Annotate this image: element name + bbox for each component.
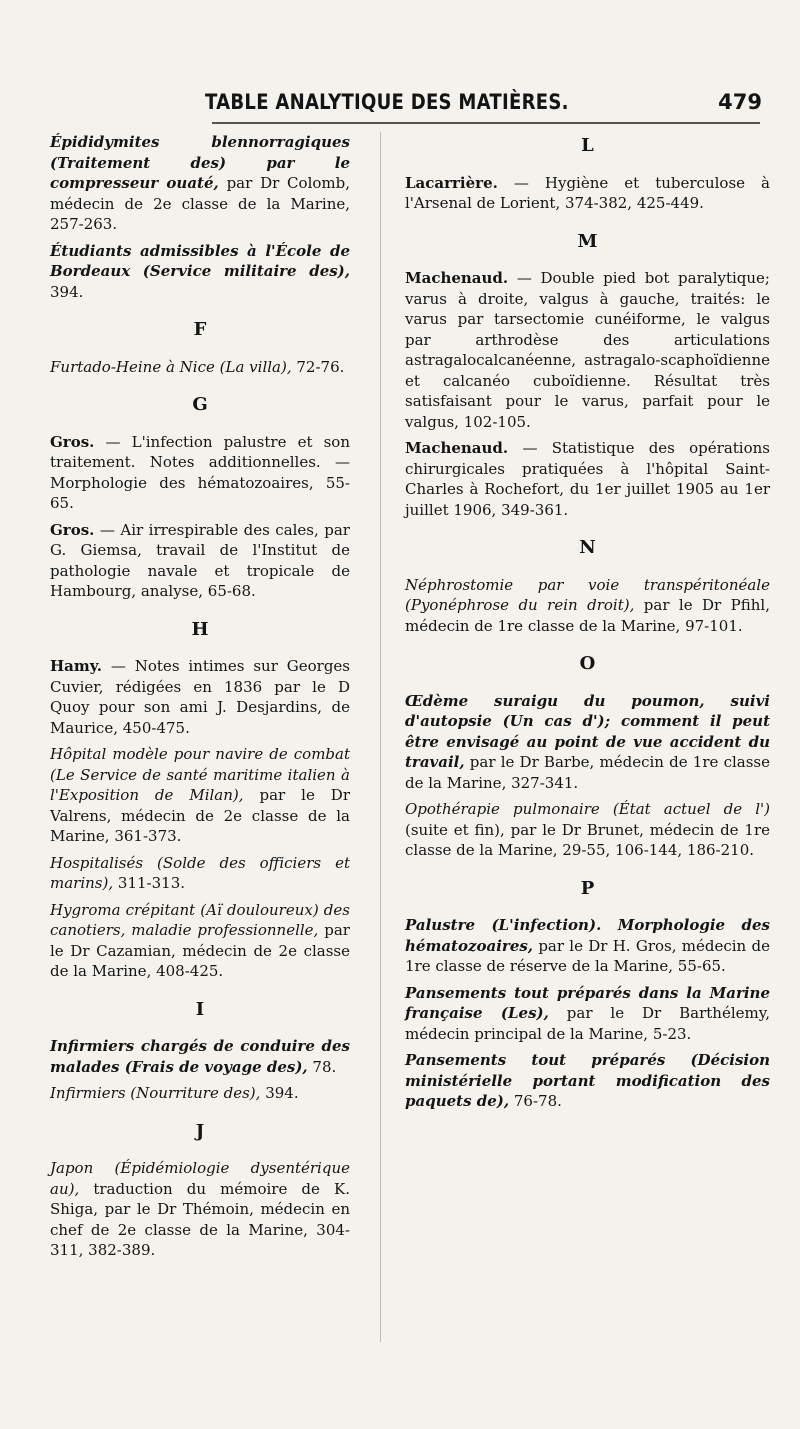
- entry-heading: Hygroma crépitant (Aï douloureux) des canotiers, maladie professionnelle,: [50, 900, 350, 939]
- entry-text: — Hygiène et tuberculose à l'Arsenal de Lorient, 374-382, 425-449.: [405, 173, 770, 212]
- entry-text: — Double pied bot paralytique; varus à droite, valgus à gauche, traités: le varus par tarsectomie cunéiforme, le valgus par arthrodèse des articulations astragalocalcanéenne, astragalo-scaphoïdienne et calcanéo cuboïdienne. Résultat très satisfaisant pour le varus, parfait pour le valgus, 102-105.: [405, 269, 770, 431]
- entry-text: par le Dr Cazamian, médecin de 2e classe de la Marine, 408-425.: [50, 921, 350, 980]
- index-entry: [50, 357, 350, 378]
- section-letter-g: G: [192, 394, 208, 415]
- entry-heading: Furtado-Heine à Nice (La villa),: [50, 357, 292, 376]
- header-rule: [212, 122, 760, 124]
- right-column: [405, 132, 770, 1118]
- entry-heading: Gros.: [50, 520, 95, 539]
- section-letter-j: J: [195, 1120, 205, 1142]
- entry-text: 78.: [312, 1057, 337, 1076]
- entry-heading: Lacarrière.: [405, 173, 498, 192]
- entry-text: 394.: [50, 282, 84, 301]
- entry-text: — Notes intimes sur Georges Cuvier, rédigées en 1836 par le D Quoy pour son ami J. Desjardins, de Maurice, 450-475.: [50, 657, 350, 737]
- entry-heading: Machenaud.: [405, 439, 509, 457]
- entry-text: 394.: [265, 1084, 299, 1102]
- left-column: [50, 132, 350, 1267]
- index-entry: [50, 1083, 350, 1104]
- index-entry: [405, 268, 770, 432]
- entry-text: traduction du mémoire de K. Shiga, par le Dr Thémoin, médecin en chef de 2e classe de la Marine, 304-311, 382-389.: [50, 1179, 350, 1259]
- index-entry: [50, 520, 350, 602]
- running-header: [0, 88, 800, 120]
- entry-text: — L'infection palustre et son traitement. Notes additionnelles. — Morphologie des hématozoaires, 55-65.: [50, 432, 350, 512]
- index-entry: [50, 900, 350, 982]
- entry-heading: Infirmiers (Nourriture des),: [50, 1084, 261, 1102]
- entry-text: 311-313.: [117, 874, 186, 892]
- entry-heading: Japon (Épidémiologie dysentérique au),: [50, 1159, 350, 1198]
- index-entry: [50, 132, 350, 235]
- entry-heading: Épididymites blennorragiques (Traitement des) par le compresseur ouaté,: [50, 133, 350, 192]
- index-entry: [405, 691, 770, 794]
- index-entry: [405, 575, 770, 637]
- section-letter-h: H: [191, 618, 209, 640]
- section-letter-n: N: [579, 537, 596, 558]
- entry-heading: Hospitalisés (Solde des officiers et marins),: [50, 853, 350, 892]
- entry-heading: Pansements tout préparés dans la Marine française (Les),: [405, 983, 770, 1022]
- index-entry: [50, 241, 350, 303]
- section-letter-f: F: [193, 319, 207, 340]
- index-entry: [405, 799, 770, 861]
- entry-heading: Hôpital modèle pour navire de combat (Le Service de santé maritime italien à l'Exposition de Milan),: [50, 745, 350, 804]
- entry-text: 76-78.: [513, 1092, 562, 1110]
- entry-text: par le Dr Barthélemy, médecin principal de la Marine, 5-23.: [405, 1004, 770, 1043]
- entry-heading: Palustre (L'infection). Morphologie des hématozoaires,: [405, 916, 770, 955]
- entry-text: par le Dr Valrens, médecin de 2e classe de la Marine, 361-373.: [50, 786, 350, 845]
- section-letter-l: L: [581, 135, 594, 156]
- entry-heading: Infirmiers chargés de conduire des malades (Frais de voyage des),: [50, 1037, 350, 1076]
- index-entry: [405, 915, 770, 977]
- entry-text: par le Dr Barbe, médecin de 1re classe de la Marine, 327-341.: [405, 753, 770, 792]
- index-entry: [50, 744, 350, 847]
- entry-text: — Statistique des opérations chirurgicales pratiquées à l'hôpital Saint-Charles à Rochefort, du 1er juillet 1905 au 1er juillet 1906, 349-361.: [405, 439, 770, 519]
- column-divider: [380, 132, 381, 1342]
- entry-heading: Opothérapie pulmonaire (État actuel de l'): [405, 800, 770, 818]
- entry-heading: Œdème suraigu du poumon, suivi d'autopsie (Un cas d'); comment il peut être envisagé au point de vue accident du travail,: [405, 691, 770, 771]
- section-letter-i: I: [195, 998, 205, 1020]
- entry-heading: Machenaud.: [405, 269, 509, 287]
- section-letter-m: M: [577, 230, 598, 252]
- entry-heading: Hamy.: [50, 657, 102, 675]
- section-letter-p: P: [580, 877, 595, 899]
- page-title: TABLE ANALYTIQUE DES MATIÈRES.: [205, 90, 569, 114]
- entry-heading: Étudiants admissibles à l'École de Bordeaux (Service militaire des),: [50, 241, 350, 280]
- entry-text: — Air irrespirable des cales, par G. Giemsa, travail de l'Institut de pathologie navale et tropicale de Hambourg, analyse, 65-68.: [50, 520, 350, 600]
- index-entry: [405, 438, 770, 520]
- entry-text: par le Dr H. Gros, médecin de 1re classe de réserve de la Marine, 55-65.: [405, 936, 770, 975]
- entry-text: par le Dr Pfihl, médecin de 1re classe de la Marine, 97-101.: [405, 596, 770, 635]
- entry-text: 72-76.: [296, 357, 345, 376]
- section-letter-o: O: [579, 653, 596, 674]
- index-entry: [50, 432, 350, 514]
- index-entry: [405, 983, 770, 1045]
- entry-heading: Néphrostomie par voie transpéritonéale (Pyonéphrose du rein droit),: [405, 575, 770, 614]
- index-entry: [50, 1036, 350, 1077]
- index-entry: [50, 656, 350, 738]
- entry-heading: Pansements tout préparés (Décision ministérielle portant modification des paquets de),: [405, 1051, 770, 1110]
- entry-text: (suite et fin), par le Dr Brunet, médecin de 1re classe de la Marine, 29-55, 106-144, 186-210.: [405, 820, 770, 859]
- entry-text: par Dr Colomb, médecin de 2e classe de la Marine, 257-263.: [50, 174, 350, 233]
- index-entry: [405, 173, 770, 214]
- entry-heading: Gros.: [50, 432, 95, 451]
- page-number: 479: [718, 90, 762, 114]
- index-entry: [50, 1158, 350, 1261]
- index-entry: [405, 1050, 770, 1112]
- index-entry: [50, 853, 350, 894]
